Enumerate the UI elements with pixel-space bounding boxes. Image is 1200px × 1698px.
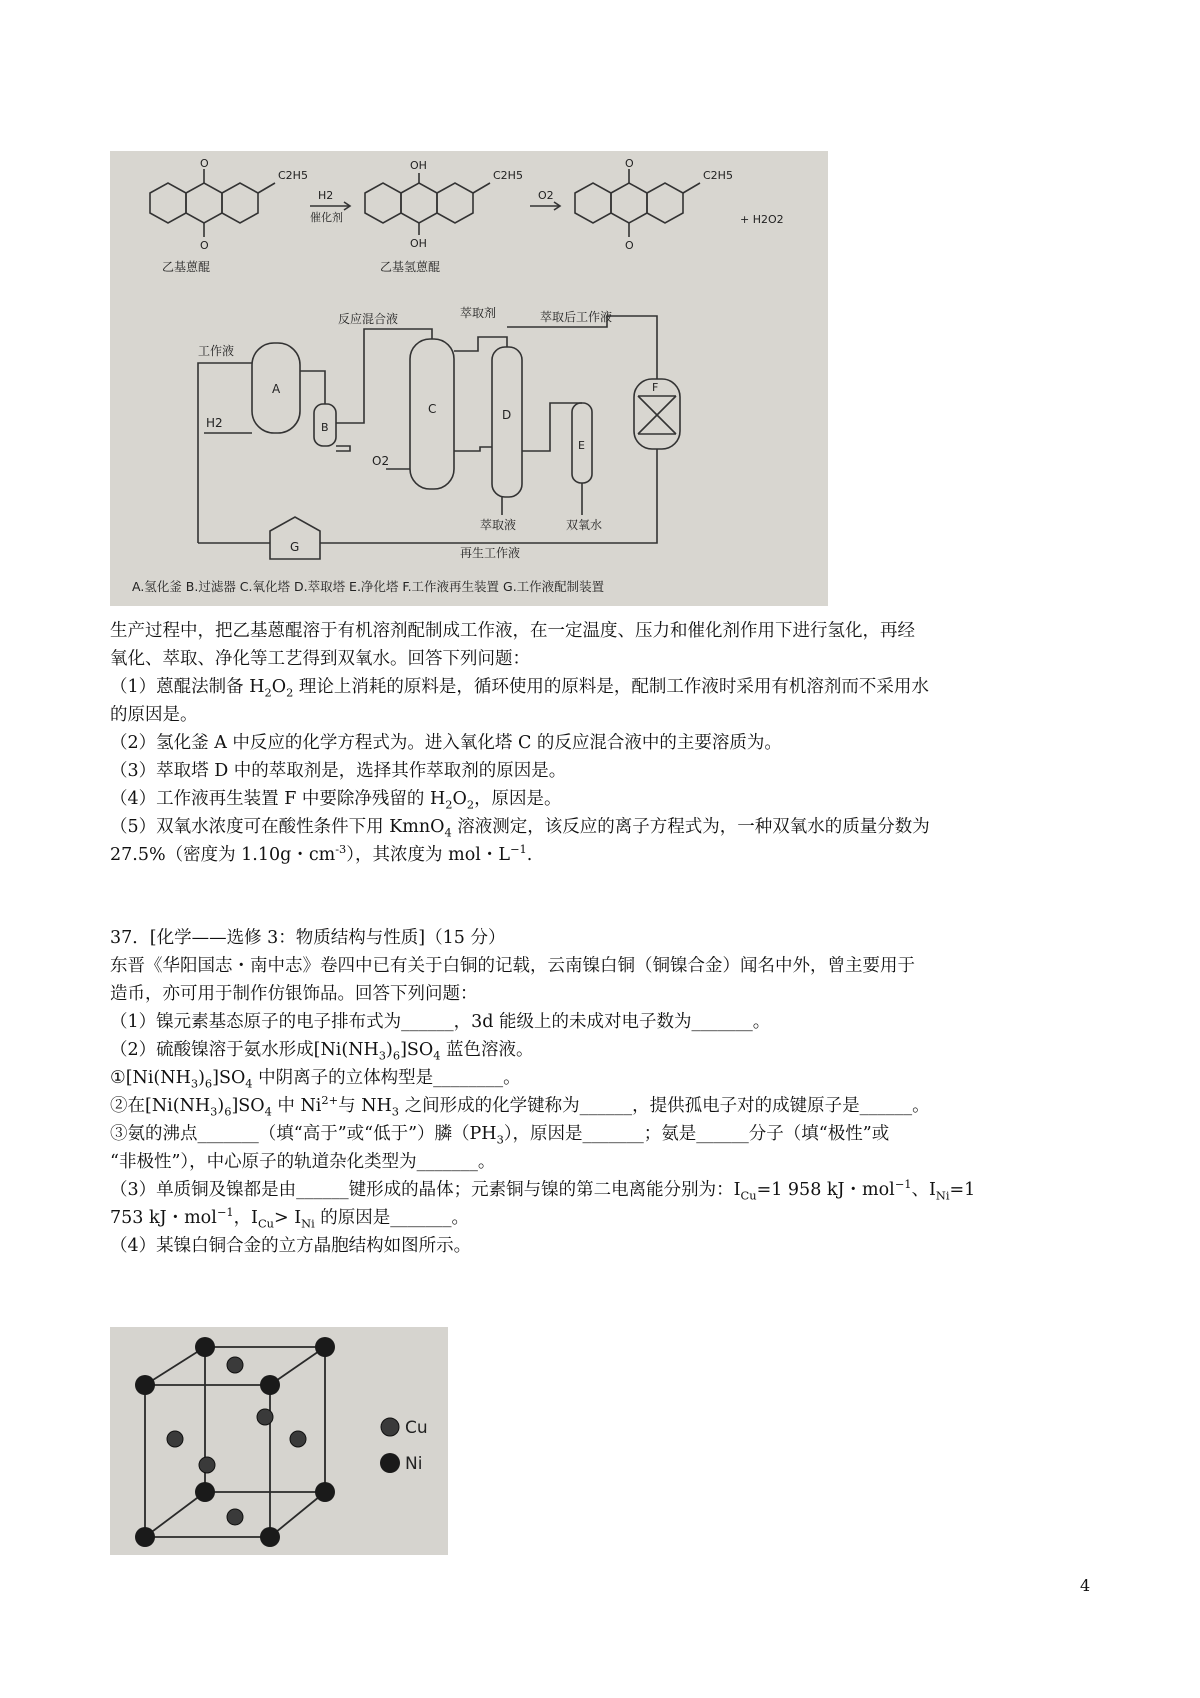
ni-atom	[260, 1527, 280, 1547]
s37-c3-line-1: ③氨的沸点_______（填“高于”或“低于”）膦$(PH_3)$，原因是_______；氨是______分子（填“极性”或	[110, 1124, 890, 1147]
legend-ni-label: Ni	[405, 1454, 423, 1474]
ethyl-label-1: C2H5	[278, 169, 308, 182]
s37-c3-line-2: “非极性”），中心原子的轨道杂化类型为_______。	[110, 1152, 496, 1172]
stream-h2o2-label: 双氧水	[566, 518, 603, 532]
cu-atom	[167, 1431, 183, 1447]
oh-bottom-label: OH	[410, 237, 427, 250]
s37-q1-line: （1）镍元素基态原子的电子排布式为______，3d 能级上的未成对电子数为_______。	[110, 1012, 771, 1032]
oh-top-label: OH	[410, 159, 427, 172]
figure-caption: A.氢化釜 B.过滤器 C.氧化塔 D.萃取塔 E.净化塔 F.工作液再生装置 G.工作液配制装置	[132, 579, 605, 594]
intro-line-2: 氧化、萃取、净化等工艺得到双氧水。回答下列问题：	[110, 649, 530, 669]
name-ethylhydroanthraquinone: 乙基氢蒽醌	[380, 260, 441, 274]
s37-q3-line-2: 753 kJ・mol$^{-1}$，$I_{Cu}> I_{Ni}$ 的原因是_______。	[110, 1205, 470, 1231]
o-label-bottom-3: O	[625, 239, 634, 252]
unit-g-label: G	[290, 540, 300, 554]
ni-atom	[315, 1482, 335, 1502]
ni-atom	[135, 1375, 155, 1395]
arrow-2-top-label: O2	[538, 189, 554, 202]
s37-intro-line-1: 东晋《华阳国志・南中志》卷四中已有关于白铜的记载，云南镍白铜（铜镍合金）闻名中外，曾主要用于	[110, 956, 915, 976]
cu-atom	[257, 1409, 273, 1425]
unit-c-label: C	[428, 402, 437, 416]
product-anthraquinone-structure	[575, 169, 700, 237]
legend-ni-marker	[380, 1453, 400, 1473]
o-label-top-1: O	[200, 157, 209, 170]
name-ethylanthraquinone: 乙基蒽醌	[162, 260, 211, 274]
ni-atom	[135, 1527, 155, 1547]
q5-line-2: 27.5%（密度为 1.10g・$cm^{-3}$），其浓度为 mol・$L^{-1}$.	[110, 842, 533, 865]
s37-intro-line-2: 造币，亦可用于制作仿银饰品。回答下列问题：	[110, 984, 478, 1004]
s37-q4-line: （4）某镍白铜合金的立方晶胞结构如图所示。	[110, 1236, 472, 1256]
unit-e-label: E	[578, 439, 585, 452]
extraction-tower-d	[492, 347, 522, 497]
ethyl-anthraquinone-structure	[150, 169, 275, 237]
ni-atom	[315, 1337, 335, 1357]
o-label-bottom-1: O	[200, 239, 209, 252]
ni-atom	[260, 1375, 280, 1395]
ni-atom	[195, 1482, 215, 1502]
unit-cell-diagram	[110, 1327, 448, 1555]
intro-line-1: 生产过程中，把乙基蒽醌溶于有机溶剂配制成工作液，在一定温度、压力和催化剂作用下进行氢化，再经	[110, 621, 915, 641]
q5-line-1: （5）双氧水浓度可在酸性条件下用 KmnO$_4$ 溶液测定，该反应的离子方程式为，一种双氧水的质量分数为	[110, 817, 930, 840]
page-number: 4	[1080, 1576, 1091, 1595]
cu-atom	[227, 1509, 243, 1525]
section-37-title: 37．[化学——选修 3：物质结构与性质]（15 分）	[110, 928, 506, 948]
s37-q2-line: （2）硫酸镍溶于氨水形成$[Ni(NH_3)_6]SO_4$ 蓝色溶液。	[110, 1040, 534, 1063]
stream-extractant-label: 萃取剂	[460, 306, 497, 320]
ethyl-hydroanthraquinone-structure	[365, 173, 490, 235]
ethyl-label-2: C2H5	[493, 169, 523, 182]
question-37-block	[110, 924, 1100, 1260]
s37-c2-line: ②在$[Ni(NH_3)_6]SO_4$ 中 $Ni^{2+}$与 $NH_3$ 之间形成的化学键称为______，提供孤电子对的成键原子是______。	[110, 1093, 930, 1119]
stream-h2-label: H2	[206, 416, 223, 430]
unit-f-label: F	[652, 381, 659, 394]
stream-mix-label: 反应混合液	[338, 312, 399, 326]
process-diagram	[110, 151, 828, 606]
stream-o2-label: O2	[372, 454, 390, 468]
legend-cu-marker	[381, 1418, 399, 1436]
q2-line: （2）氢化釜 A 中反应的化学方程式为。进入氧化塔 C 的反应混合液中的主要溶质为。	[110, 733, 782, 753]
cu-atom	[199, 1457, 215, 1473]
q1-line-2: 的原因是。	[110, 705, 198, 725]
cu-atom	[227, 1357, 243, 1373]
unit-b-label: B	[321, 421, 329, 434]
unit-cell-figure	[110, 1327, 448, 1555]
stream-regen-label: 再生工作液	[460, 546, 521, 560]
arrow-1-bottom-label: 催化剂	[310, 211, 343, 224]
arrow-1-top-label: H2	[318, 189, 334, 202]
q3-line: （3）萃取塔 D 中的萃取剂是，选择其作萃取剂的原因是。	[110, 761, 567, 781]
q4-line: （4）工作液再生装置 F 中要除净残留的 $H_2O_2$，原因是。	[110, 789, 562, 812]
question-36-block	[110, 617, 1100, 869]
unit-d-label: D	[502, 408, 512, 422]
ethyl-label-3: C2H5	[703, 169, 733, 182]
stream-work-label: 工作液	[198, 344, 235, 358]
cu-atom	[290, 1431, 306, 1447]
ni-atom	[195, 1337, 215, 1357]
legend-cu-label: Cu	[405, 1418, 428, 1438]
stream-extract-label: 萃取液	[480, 518, 517, 532]
process-figure	[110, 151, 828, 606]
byproduct-label: + H2O2	[740, 213, 784, 226]
s37-q3-line-1: （3）单质铜及镍都是由______键形成的晶体；元素铜与镍的第二电离能分别为：$I_{Cu}=1$ 958 kJ・mol$^{-1}$、$I_{Ni}=1$	[110, 1177, 976, 1203]
unit-a-label: A	[272, 382, 281, 396]
o-label-top-3: O	[625, 157, 634, 170]
q1-line-1: （1）蒽醌法制备 $H_2O_2$ 理论上消耗的原料是，循环使用的原料是，配制工作液时采用有机溶剂而不采用水	[110, 677, 929, 700]
s37-c1-line: $①[Ni(NH_3)_6]SO_4$ 中阴离子的立体构型是________。	[110, 1068, 521, 1091]
stream-after-label: 萃取后工作液	[540, 310, 613, 324]
